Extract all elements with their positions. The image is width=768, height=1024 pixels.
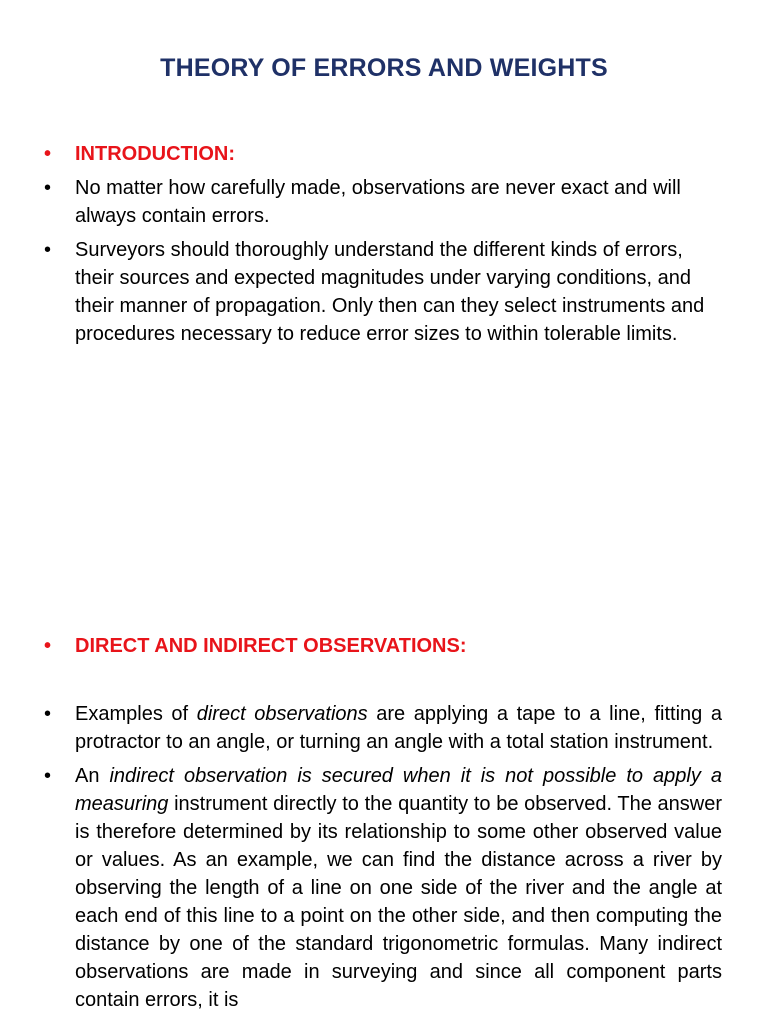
list-item (44, 762, 722, 1014)
list-item-text: Surveyors should thoroughly understand the different kinds of errors, their sources and expected magnitudes under varying conditions, and their manner of propagation. Only then can they select instruments and procedures necessary to reduce error sizes to within tolerable limits. (75, 239, 705, 345)
bullet-icon: • (44, 143, 52, 165)
list-item-text-pre: Examples of (75, 703, 197, 725)
observations-section (44, 632, 722, 1014)
list-item-text-post: are applying a tape to a line, fitting a protractor to an angle, or turning an angle with a total station instrument. (75, 703, 722, 753)
bullet-icon: • (44, 239, 52, 261)
list-item-text-em: direct observations (196, 703, 368, 725)
list-item-text-em: indirect observation is secured when it is not possible to apply a measuring (75, 765, 722, 815)
introduction-heading-label: INTRODUCTION: (75, 143, 235, 165)
bullet-icon: • (44, 703, 52, 725)
introduction-section (44, 140, 724, 348)
bullet-icon: • (44, 635, 52, 657)
observations-heading (44, 632, 722, 660)
list-item (44, 174, 724, 230)
list-item-text-post: instrument directly to the quantity to be observed. The answer is therefore determined by its relationship to some other observed value or values. As an example, we can find the distance across a river by observing the length of a line on one side of the river and the angle at each end of this line to a point on the other side, and then computing the distance by one of the standard trigonometric formulas. Many indirect observations are made in surveying and since all component parts contain errors, it is (75, 793, 722, 1011)
list-item (44, 236, 724, 348)
introduction-heading (44, 140, 724, 168)
observations-heading-label: DIRECT AND INDIRECT OBSERVATIONS: (75, 635, 467, 657)
bullet-icon: • (44, 765, 52, 787)
list-item-text-pre: An (75, 765, 110, 787)
page-title: THEORY OF ERRORS AND WEIGHTS (160, 54, 608, 82)
list-item (44, 700, 722, 756)
bullet-icon: • (44, 177, 52, 199)
list-item-text: No matter how carefully made, observations are never exact and will always contain errors. (75, 177, 681, 227)
